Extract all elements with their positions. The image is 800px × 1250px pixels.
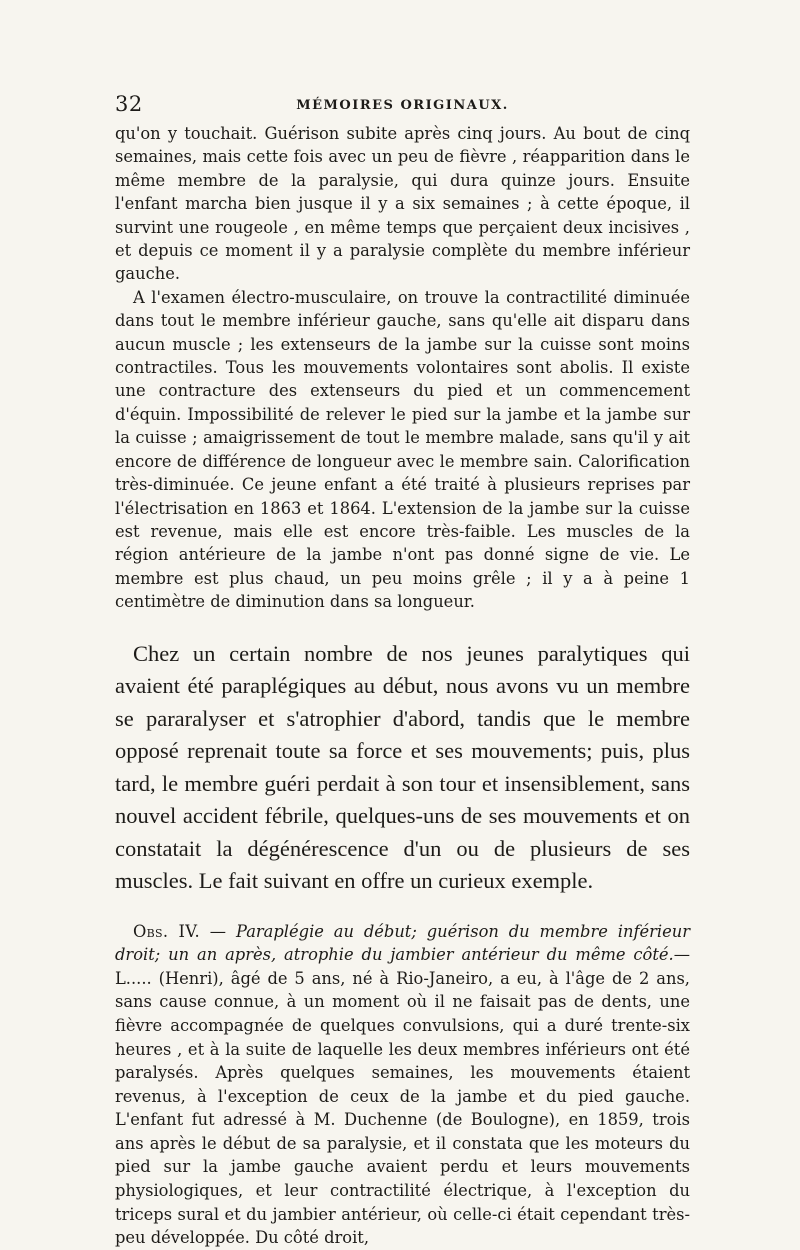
- paragraph-electro-examination: A l'examen électro-musculaire, on trouve la contractilité diminuée dans tout le membre inférieur gauche, sans qu'elle ait disparu dans aucun muscle ; les extenseurs de la jambe sur la cuisse sont moins contractiles. Tous les mouvements volontaires sont abolis. Il existe une contracture des extenseurs du pied et un commencement d'équin. Impossibilité de relever le pied sur la jambe et la jambe sur la cuisse ; amaigrissement de tout le membre malade, sans qu'il y ait encore de différence de longueur avec le membre sain. Calorification très-diminuée. Ce jeune enfant a été traité à plusieurs reprises par l'électrisation en 1863 et 1864. L'extension de la jambe sur la cuisse est revenue, mais elle est encore très-faible. Les muscles de la région antérieure de la jambe n'ont pas donné signe de vie. Le membre est plus chaud, un peu moins grêle ; il y a à peine 1 centimètre de diminution dans sa longueur.: [115, 287, 690, 612]
- observation-label: Obs. IV.: [133, 921, 200, 941]
- observation-text: — L..... (Henri), âgé de 5 ans, né à Rio-Janeiro, a eu, à l'âge de 2 ans, sans cause connue, à un moment où il ne faisait pas de dents, une fièvre accompagnée de quelques convulsions, qui a duré trente-six heures , et à la suite de laquelle les deux membres inférieurs ont été paralysés. Après quelques semaines, les mouvements étaient revenus, à l'exception de ceux de la jambe et du pied gauche. L'enfant fut adressé à M. Duchenne (de Boulogne), en 1859, trois ans après le début de sa paralysie, et il constata que les moteurs du pied sur la jambe gauche avaient perdu et leurs mouvements physiologiques, et leur contractilité électrique, à l'exception du triceps sural et du jambier antérieur, où celle-ci était cependant très-peu développée. Du côté droit,: [115, 945, 690, 1248]
- running-title: MÉMOIRES ORIGINAUX.: [296, 98, 509, 113]
- observation-dash: —: [199, 921, 236, 941]
- observation-iv: [115, 920, 690, 1250]
- paragraph-case-continuation: qu'on y touchait. Guérison subite après cinq jours. Au bout de cinq semaines, mais cette fois avec un peu de fièvre , réapparition dans le même membre de la paralysie, qui dura quinze jours. Ensuite l'enfant marcha bien jusque il y a six semaines ; à cette époque, il survint une rougeole , en même temps que perçaient deux incisives , et depuis ce moment il y a paralysie complète du membre inférieur gauche.: [115, 124, 690, 284]
- running-head: [115, 92, 690, 122]
- paragraph-general-remark: Chez un certain nombre de nos jeunes paralytiques qui avaient été paraplégiques au début, nous avons vu un membre se pararalyser et s'atrophier d'abord, tandis que le membre opposé reprenait toute sa force et ses mouvements; puis, plus tard, le membre guéri perdait à son tour et insensiblement, sans nouvel accident fébrile, quelques-uns de ses mouvements et on constatait la dégénérescence d'un ou de plusieurs de ses muscles. Le fait suivant en offre un curieux exemple.: [115, 640, 690, 894]
- page-number: 32: [115, 92, 143, 116]
- observation-title: Paraplégie au début; guérison du membre inférieur droit; un an après, atrophie du jambier antérieur du même côté.: [115, 921, 690, 965]
